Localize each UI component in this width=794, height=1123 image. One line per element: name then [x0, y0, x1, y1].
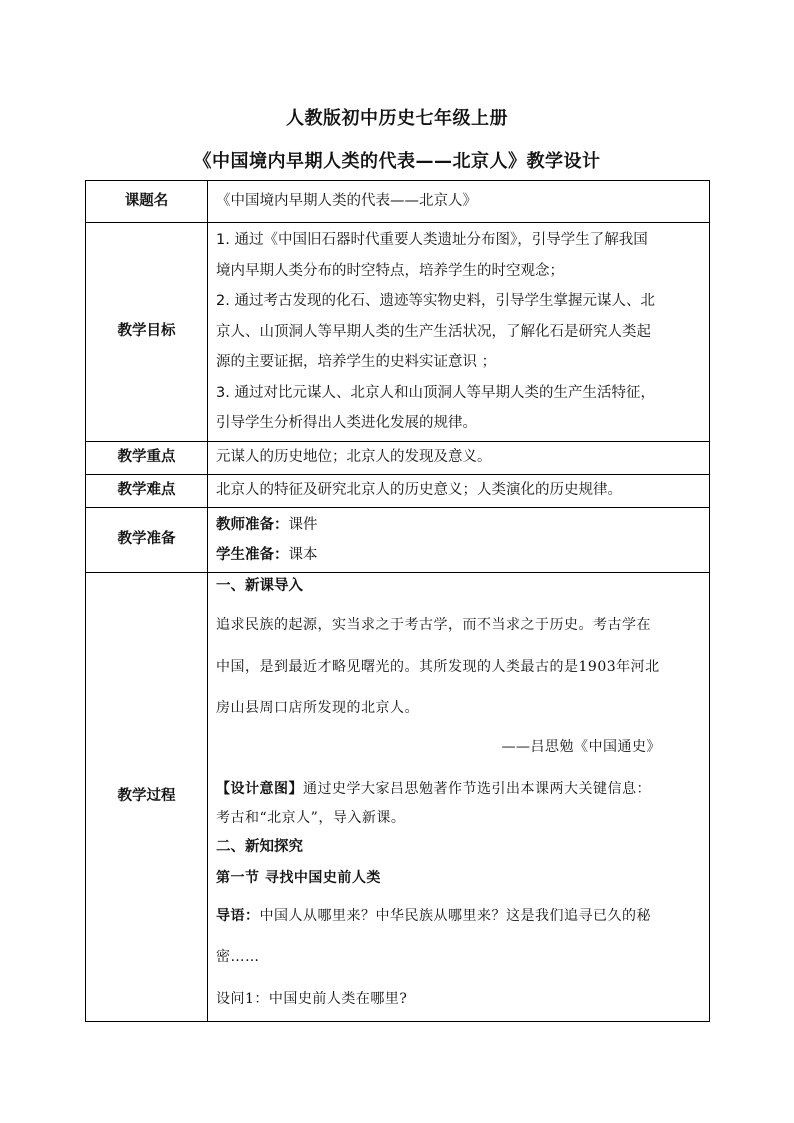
intro-text: 中国人从哪里来？中华民族从哪里来？这是我们追寻已久的秘: [259, 908, 651, 924]
design-intent-line: 考古和“北京人”，导入新课。: [216, 810, 406, 826]
process-cell: [208, 573, 710, 1022]
process-row: [86, 573, 710, 1022]
quote-line: 房山县周口店所发现的北京人。: [216, 700, 419, 716]
preparation-cell: [208, 508, 710, 573]
intro-line: [216, 908, 703, 925]
difficulties-row: [86, 475, 710, 508]
preparation-row: [86, 508, 710, 573]
goal-line: 1. 通过《中国旧石器时代重要人类遗址分布图》，引导学生了解我国: [216, 232, 648, 249]
section-heading: 一、新课导入: [216, 578, 303, 594]
key-points-value: 元谋人的历史地位；北京人的发现及意义。: [208, 442, 710, 475]
student-prep: [216, 540, 709, 570]
goals-label: 教学目标: [86, 223, 208, 442]
goal-line: 京人、山顶洞人等早期人类的生产生活状况，了解化石是研究人类起: [216, 323, 651, 340]
difficulties-label: 教学难点: [86, 475, 208, 508]
goal-line: 引导学生分析得出人类进化发展的规律。: [216, 415, 477, 432]
preparation-label: 教学准备: [86, 508, 208, 573]
design-intent-line: [216, 781, 703, 798]
goal-line: 源的主要证据，培养学生的史料实证意识 ；: [216, 354, 497, 371]
question-line: 设问1：中国史前人类在哪里?: [216, 991, 408, 1007]
design-intent-text: 通过史学大家吕思勉著作节选引出本课两大关键信息：: [303, 781, 651, 797]
process-label: 教学过程: [86, 573, 208, 1022]
student-prep-label: 学生准备：: [216, 547, 289, 563]
goals-cell: [208, 223, 710, 442]
process-content: [208, 573, 709, 1021]
lesson-plan-table: [85, 180, 710, 1022]
intro-label: 导语：: [216, 908, 260, 924]
subsection-heading: 第一节 寻找中国史前人类: [216, 870, 381, 886]
student-prep-value: 课本: [288, 547, 318, 563]
design-intent-label: 【设计意图】: [216, 781, 303, 797]
key-points-row: [86, 442, 710, 475]
key-points-label: 教学重点: [86, 442, 208, 475]
teacher-prep-label: 教师准备：: [216, 517, 289, 533]
goals-row: [86, 223, 710, 442]
quote-line: 中国，是到最近才略见曙光的。其所发现的人类最古的是1903年河北: [216, 659, 660, 675]
topic-row: [86, 181, 710, 223]
intro-line: 密……: [216, 949, 260, 965]
goal-line: 2. 通过考古发现的化石、遗迹等实物史料，引导学生掌握元谋人、北: [216, 293, 655, 310]
section-heading: 二、新知探究: [216, 839, 303, 855]
quote-source: ——吕思勉《中国通史》: [501, 739, 661, 755]
difficulties-value: 北京人的特征及研究北京人的历史意义；人类演化的历史规律。: [208, 475, 710, 508]
teacher-prep-value: 课件: [288, 517, 318, 533]
quote-line: 追求民族的起源，实当求之于考古学，而不当求之于历史。考古学在: [216, 617, 651, 633]
goal-line: 境内早期人类分布的时空特点，培养学生的时空观念；: [216, 262, 564, 279]
goal-line: 3. 通过对比元谋人、北京人和山顶洞人等早期人类的生产生活特征，: [216, 384, 655, 401]
topic-value: 《中国境内早期人类的代表——北京人》: [208, 181, 710, 223]
document-title: 人教版初中历史七年级上册: [286, 108, 508, 129]
document-subtitle: 《中国境内早期人类的代表——北京人》教学设计: [193, 151, 601, 172]
teacher-prep: [216, 510, 709, 540]
topic-label: 课题名: [86, 181, 208, 223]
